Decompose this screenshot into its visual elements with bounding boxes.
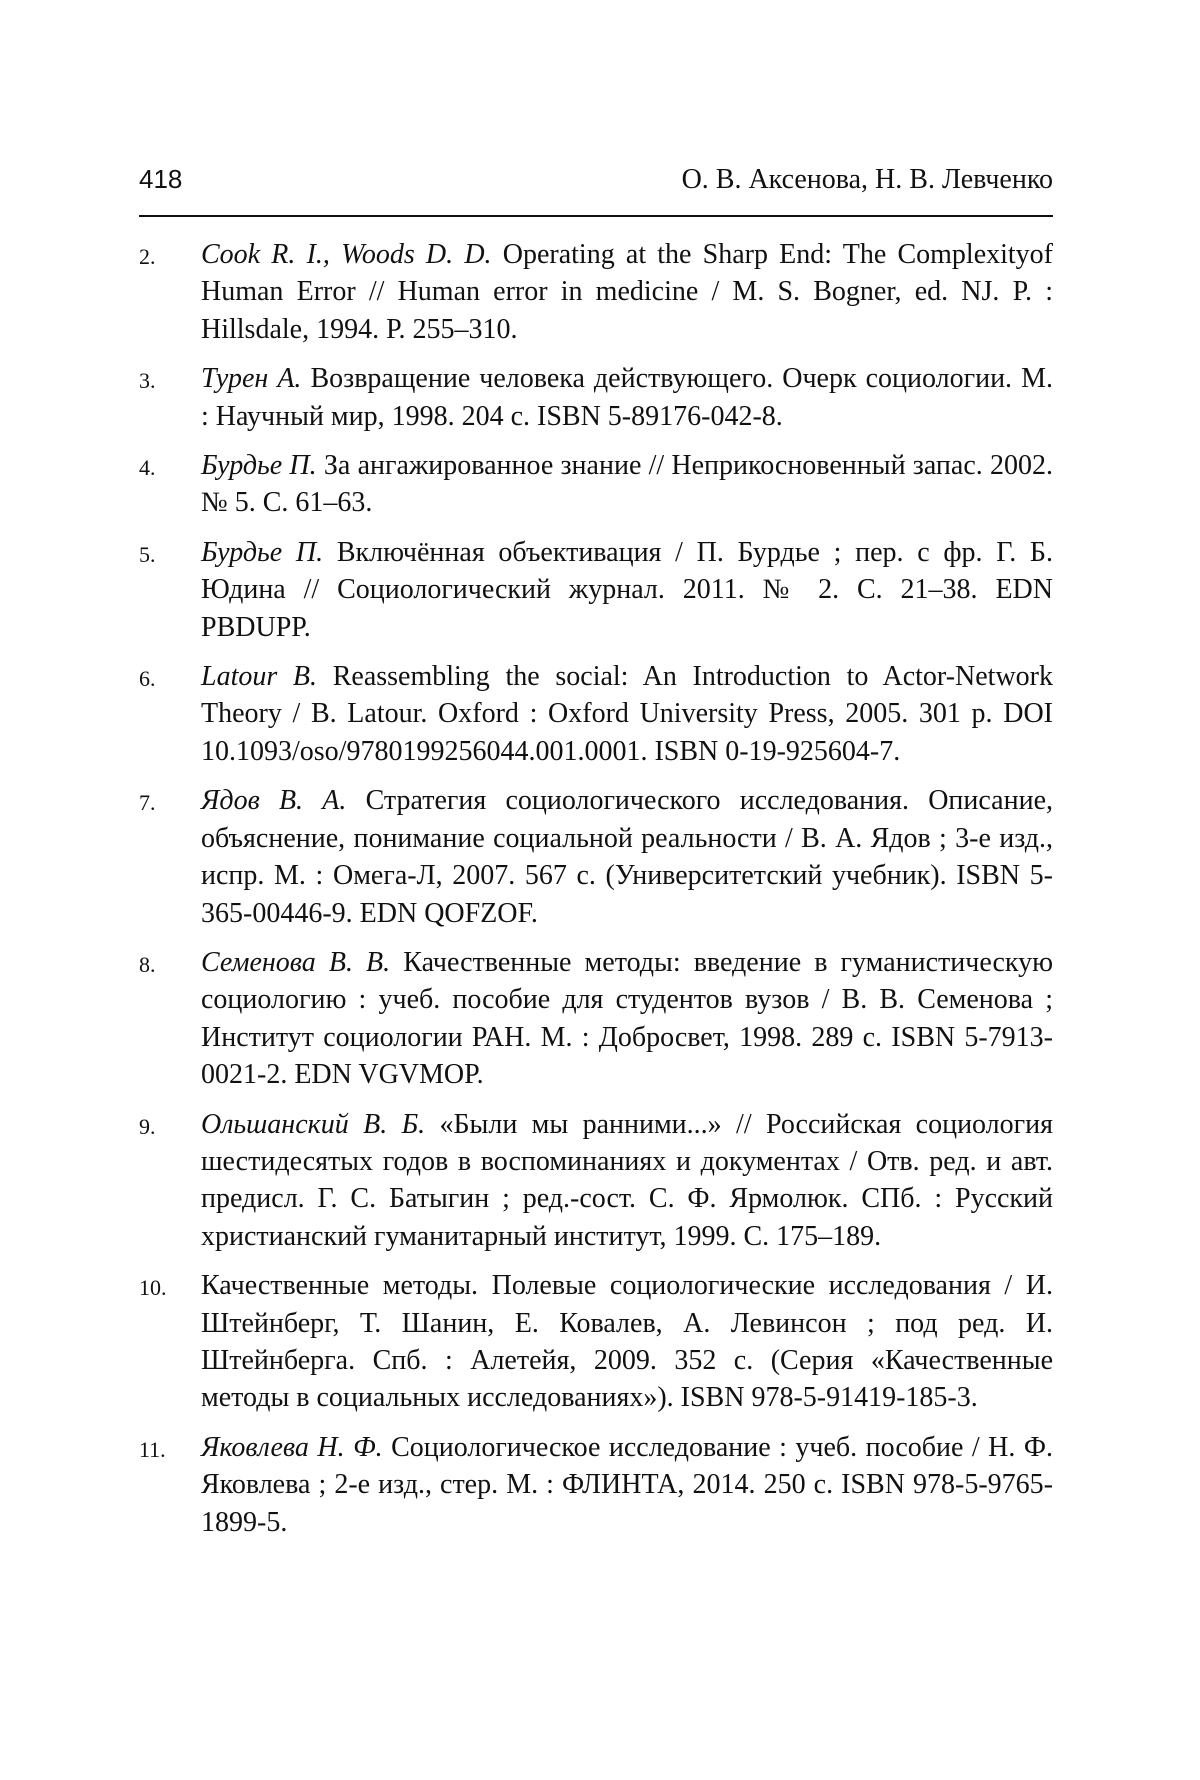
reference-item	[139, 944, 1053, 1094]
reference-item	[139, 1106, 1053, 1256]
reference-text	[201, 236, 1053, 348]
reference-text	[201, 1267, 1053, 1417]
reference-author: Бурдье П.	[201, 536, 324, 568]
reference-body: Социологическое исследование : учеб. пособие / Н. Ф. Яковлева ; 2-е изд., стер. М. : ФЛИНТА, 2014. 250 с. ISBN 978-5-9765-1899-5.	[201, 1431, 1053, 1538]
reference-body: Стратегия социологического исследования. Описание, объяснение, понимание социальной реальности / В. А. Ядов ; 3-е изд., испр. М. : Омега-Л, 2007. 567 с. (Университетский учебник). ISBN 5-365-00446-9. EDN QOFZOF.	[201, 785, 1053, 929]
reference-author: Ольшанский В. Б.	[201, 1108, 426, 1140]
reference-number: 11.	[139, 1436, 166, 1462]
reference-author: Турен А.	[201, 363, 302, 395]
reference-number: 8.	[139, 951, 156, 977]
reference-item	[139, 447, 1053, 522]
reference-author: Яковлева Н. Ф.	[201, 1431, 383, 1463]
header-rule	[139, 215, 1053, 217]
reference-body: Operating at the Sharp End: The Complexityof Human Error // Human error in medicine / M. S. Bogner, ed. NJ. P. : Hillsdale, 1994. P. 255–310.	[201, 239, 1054, 345]
reference-number: 10.	[139, 1275, 167, 1301]
reference-item	[139, 1429, 1053, 1541]
reference-item	[139, 658, 1053, 770]
reference-text	[201, 658, 1053, 770]
page-number: 418	[139, 164, 183, 194]
reference-item	[139, 236, 1053, 348]
running-head: О. В. Аксенова, Н. В. Левченко	[681, 164, 1053, 195]
reference-number: 3.	[139, 368, 156, 394]
reference-number: 4.	[139, 455, 156, 481]
reference-number: 6.	[139, 666, 156, 692]
reference-text	[201, 944, 1053, 1094]
reference-text	[201, 447, 1053, 522]
reference-body: Качественные методы: введение в гуманистическую социологию : учеб. пособие для студентов вузов / В. В. Семенова ; Институт социологии РАН. М. : Добросвет, 1998. 289 с. ISBN 5-7913-0021-2. EDN VGVMOP.	[201, 946, 1053, 1091]
reference-author: Cook R. I., Woods D. D.	[201, 239, 492, 270]
reference-body: Возвращение человека действующего. Очерк социологии. М. : Научный мир, 1998. 204 с. ISBN 5-89176-042-8.	[201, 363, 1053, 432]
reference-item	[139, 360, 1053, 435]
page-header	[139, 164, 1053, 204]
reference-body: За ангажированное знание // Неприкосновенный запас. 2002. № 5. С. 61–63.	[201, 450, 1053, 519]
reference-number: 5.	[139, 541, 156, 567]
reference-author: Семенова В. В.	[201, 946, 391, 978]
reference-author: Ядов В. А.	[201, 785, 347, 817]
reference-author: Latour B.	[201, 661, 318, 693]
reference-body: Reassembling the social: An Introduction to Actor-Network Theory / B. Latour. Oxford : Oxford University Press, 2005. 301 p. DOI 10.1093/oso/9780199256044.001.0001. ISBN 0-19-925604-7.	[201, 661, 1053, 767]
reference-number: 9.	[139, 1113, 156, 1139]
reference-list	[139, 236, 1053, 1553]
reference-body: «Были мы ранними...» // Российская социология шестидесятых годов в воспоминаниях и документах / Отв. ред. и авт. предисл. Г. С. Батыгин ; ред.-сост. С. Ф. Ярмолюк. СПб. : Русский христианский гуманитарный институт, 1999. С. 175–189.	[201, 1108, 1053, 1252]
reference-text	[201, 1429, 1053, 1541]
reference-text	[201, 782, 1053, 932]
reference-item	[139, 1267, 1053, 1417]
reference-item	[139, 782, 1053, 932]
reference-author: Бурдье П.	[201, 450, 317, 482]
reference-body: Включённая объективация / П. Бурдье ; пер. с фр. Г. Б. Юдина // Социологический журнал. 2011. № 2. С. 21–38. EDN PBDUPP.	[201, 536, 1054, 643]
reference-item	[139, 534, 1053, 646]
reference-number: 2.	[139, 244, 156, 269]
reference-text	[201, 1106, 1053, 1256]
reference-text	[201, 360, 1053, 435]
reference-number: 7.	[139, 790, 156, 816]
reference-body: Качественные методы. Полевые социологические исследования / И. Штейнберг, Т. Шанин, Е. Ковалев, А. Левинсон ; под ред. И. Штейнберга. Спб. : Алетейя, 2009. 352 с. (Серия «Качественные методы в социальных исследованиях»). ISBN 978-5-91419-185-3.	[201, 1270, 1053, 1414]
reference-text	[201, 534, 1053, 646]
